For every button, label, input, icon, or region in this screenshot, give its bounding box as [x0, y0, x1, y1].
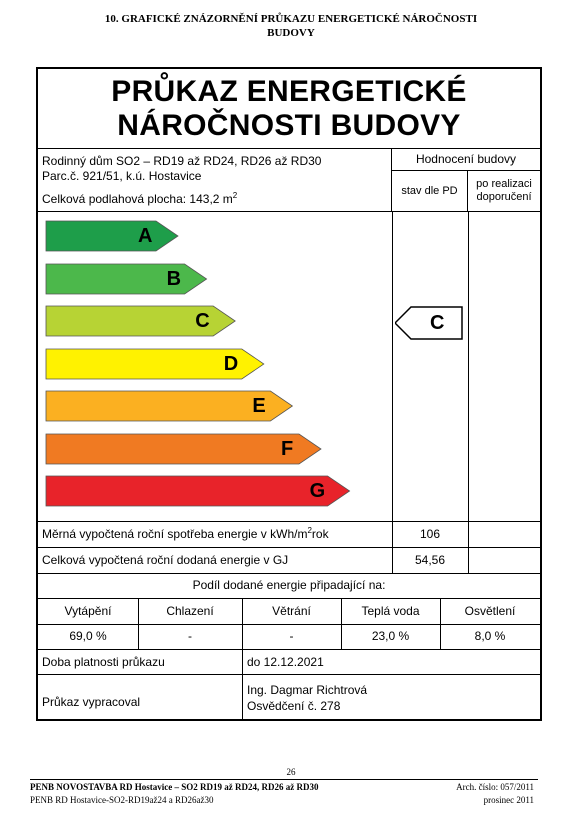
- divider: [341, 598, 342, 649]
- current-rating-letter: C: [430, 312, 445, 334]
- energy-class-b-bar: [46, 264, 207, 294]
- energy-class-a: [46, 221, 178, 251]
- footer-project: PENB NOVOSTAVBA RD Hostavice – SO2 RD19 až RD24, RD26 až RD30: [30, 782, 319, 792]
- footer-date: prosinec 2011: [483, 795, 534, 805]
- certificate-title-line2: NÁROČNOSTI BUDOVY: [117, 109, 461, 142]
- footer-archive-number: Arch. číslo: 057/2011: [456, 782, 534, 792]
- divider: [138, 598, 139, 649]
- divider: [38, 624, 540, 625]
- divider: [468, 211, 469, 547]
- total-energy-value: 54,56: [414, 553, 446, 567]
- energy-class-g-bar: [46, 476, 350, 506]
- energy-share-header: Teplá voda: [361, 604, 420, 618]
- certificate-title-line1: PRŮKAZ ENERGETICKÉ: [111, 75, 467, 108]
- energy-class-g-label: G: [309, 480, 326, 502]
- rating-column-after-line2: doporučení: [476, 191, 532, 203]
- building-floor-area: [42, 192, 237, 207]
- energy-class-f-bar: [46, 434, 321, 464]
- divider: [38, 521, 540, 522]
- energy-share-header: Větrání: [272, 604, 311, 618]
- energy-share-header: Vytápění: [64, 604, 112, 618]
- author-name: Ing. Dagmar Richtrová: [247, 683, 368, 697]
- divider: [38, 547, 540, 548]
- energy-share-header: Chlazení: [166, 604, 214, 618]
- building-name: Rodinný dům SO2 – RD19 až RD24, RD26 až RD30: [42, 154, 322, 168]
- rating-column-current: stav dle PD: [392, 171, 468, 211]
- section-heading-line2: BUDOVY: [267, 27, 315, 39]
- building-info: [38, 149, 392, 211]
- divider: [38, 649, 540, 650]
- energy-class-d: [46, 349, 264, 379]
- author-label: Průkaz vypracoval: [42, 695, 141, 709]
- energy-share-header: Osvětlení: [464, 604, 516, 618]
- energy-class-f-label: F: [281, 437, 294, 460]
- specific-energy-label: [42, 527, 329, 542]
- energy-class-a-label: A: [138, 225, 153, 247]
- divider: [38, 211, 540, 212]
- divider: [38, 573, 540, 574]
- floor-area-label: Celková podlahová plocha: 143,2 m: [42, 192, 233, 206]
- energy-class-f: [46, 434, 321, 464]
- energy-share-value: -: [289, 629, 294, 643]
- energy-share-title: Podíl dodané energie připadající na:: [192, 578, 386, 592]
- validity-value: do 12.12.2021: [247, 655, 324, 669]
- specific-energy-label-end: rok: [311, 527, 329, 541]
- specific-energy-unit-sup: 2: [307, 526, 312, 535]
- certificate-title: [38, 69, 540, 149]
- footer-rule: [30, 779, 538, 780]
- energy-share-value: -: [188, 629, 192, 643]
- current-rating-marker: [395, 306, 463, 345]
- specific-energy-label-text: Měrná vypočtená roční spotřeba energie v kWh/m: [42, 527, 308, 541]
- specific-energy-value: 106: [419, 527, 441, 541]
- divider: [242, 649, 243, 721]
- energy-class-e-label: E: [252, 395, 266, 417]
- footer-file: PENB RD Hostavice-SO2-RD19až24 a RD26až30: [30, 795, 214, 805]
- energy-class-b: [46, 264, 207, 294]
- energy-share-value: 23,0 %: [371, 629, 410, 643]
- total-energy-label: Celková vypočtená roční dodaná energie v GJ: [42, 553, 289, 567]
- energy-class-g: [46, 476, 350, 506]
- author-certificate: Osvědčení č. 278: [247, 699, 341, 713]
- energy-class-e: [46, 391, 292, 421]
- divider: [392, 211, 393, 547]
- section-heading: [40, 12, 542, 40]
- divider: [468, 521, 469, 573]
- energy-class-c-label: C: [195, 310, 210, 332]
- energy-class-b-label: B: [166, 267, 182, 290]
- divider: [242, 598, 243, 649]
- rating-column-after: [468, 171, 540, 211]
- section-heading-line1: 10. GRAFICKÉ ZNÁZORNĚNÍ PRŮKAZU ENERGETICKÉ NÁROČNOSTI: [104, 13, 478, 25]
- rating-header-title: Hodnocení budovy: [392, 149, 540, 171]
- energy-class-d-label: D: [223, 352, 239, 375]
- divider: [440, 598, 441, 649]
- rating-column-after-line1: po realizaci: [476, 178, 532, 190]
- energy-certificate-card: [36, 67, 542, 721]
- divider: [38, 598, 540, 599]
- building-parcel: Parc.č. 921/51, k.ú. Hostavice: [42, 169, 202, 183]
- validity-label: Doba platnosti průkazu: [42, 655, 165, 669]
- energy-share-value: 69,0 %: [69, 629, 107, 643]
- energy-share-value: 8,0 %: [474, 629, 506, 643]
- page-number: 26: [286, 767, 296, 777]
- energy-class-a-bar: [46, 221, 178, 251]
- energy-class-c: [46, 306, 235, 336]
- floor-area-unit-sup: 2: [232, 191, 238, 200]
- divider: [38, 674, 540, 675]
